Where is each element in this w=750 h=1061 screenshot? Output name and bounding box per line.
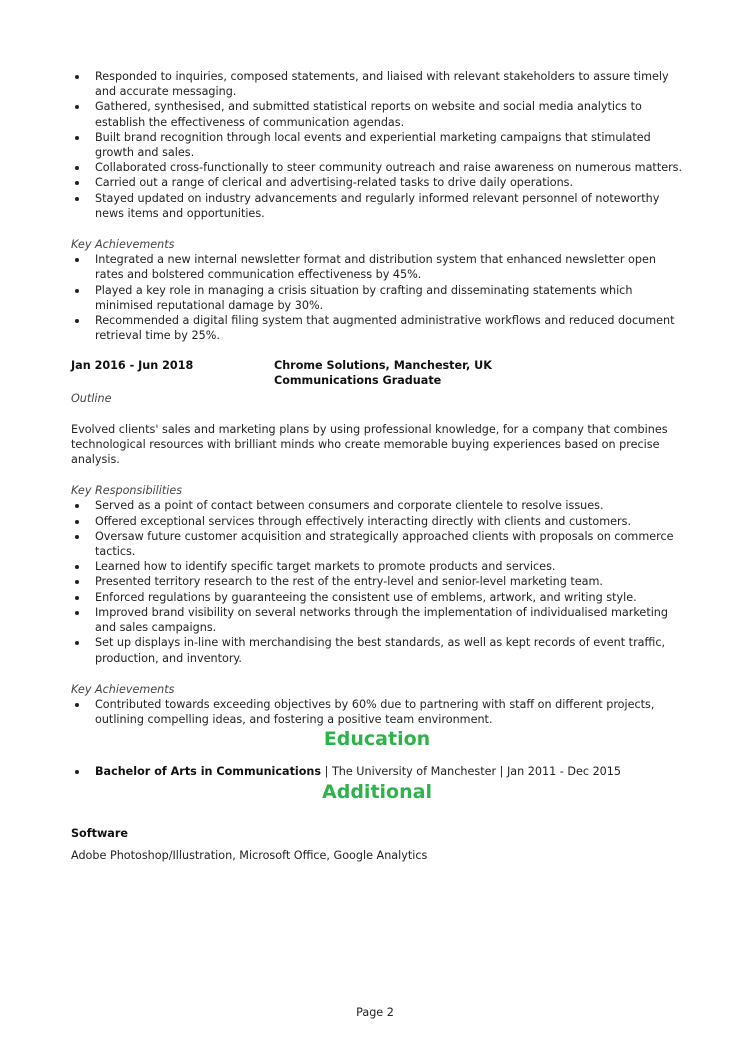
software-list: Adobe Photoshop/Illustration, Microsoft Office, Google Analytics — [71, 848, 428, 862]
job2-achievements-heading: Key Achievements — [71, 682, 175, 696]
list-item: Built brand recognition through local events and experiential marketing campaigns that stimulated growth and sales. — [71, 130, 683, 160]
list-item: Offered exceptional services through effectively interacting directly with clients and customers. — [71, 514, 683, 529]
job2-responsibilities-heading: Key Responsibilities — [71, 484, 183, 498]
education-item — [71, 764, 683, 779]
job2-outline-heading: Outline — [71, 392, 112, 406]
software-heading: Software — [71, 826, 128, 840]
list-item: Oversaw future customer acquisition and strategically approached clients with proposals on commerce tactics. — [71, 529, 683, 559]
list-item: Learned how to identify specific target markets to promote products and services. — [71, 559, 683, 574]
job1-achievements-heading: Key Achievements — [71, 238, 175, 252]
additional-section-title: Additional — [322, 780, 432, 803]
list-item: Enforced regulations by guaranteeing the consistent use of emblems, artwork, and writing style. — [71, 590, 683, 605]
job2-outline-text: Evolved clients' sales and marketing plans by using professional knowledge, for a company that combines technological resources with brilliant minds who create memorable buying experiences based on precise analysis. — [71, 422, 668, 467]
education-list — [71, 764, 683, 779]
list-item: Played a key role in managing a crisis situation by crafting and disseminating statements which minimised reputational damage by 30%. — [71, 283, 683, 313]
education-degree: Bachelor of Arts in Communications — [95, 765, 322, 779]
list-item: Set up displays in-line with merchandising the best standards, as well as kept records of event traffic, production, and inventory. — [71, 635, 683, 665]
list-item: Gathered, synthesised, and submitted statistical reports on website and social media analytics to establish the effectiveness of communication agendas. — [71, 99, 683, 129]
list-item: Presented territory research to the rest of the entry-level and senior-level marketing team. — [71, 574, 683, 589]
job2-dates: Jan 2016 - Jun 2018 — [71, 359, 194, 373]
job2-role: Communications Graduate — [274, 374, 442, 388]
job2-achievements-list — [71, 697, 683, 727]
list-item: Improved brand visibility on several networks through the implementation of individualised marketing and sales campaigns. — [71, 605, 683, 635]
education-section-title: Education — [323, 728, 431, 751]
education-details: | The University of Manchester | Jan 2011 - Dec 2015 — [321, 765, 622, 779]
list-item: Collaborated cross-functionally to steer community outreach and raise awareness on numerous matters. — [71, 160, 683, 175]
page-number: Page 2 — [356, 1006, 394, 1019]
list-item: Integrated a new internal newsletter format and distribution system that enhanced newsletter open rates and bolstered communication effectiveness by 45%. — [71, 252, 683, 282]
list-item: Served as a point of contact between consumers and corporate clientele to resolve issues. — [71, 498, 683, 513]
list-item: Recommended a digital filing system that augmented administrative workflows and reduced document retrieval time by 25%. — [71, 313, 683, 343]
job2-responsibilities-list — [71, 498, 683, 665]
job2-company: Chrome Solutions, Manchester, UK — [274, 359, 492, 373]
list-item: Carried out a range of clerical and advertising-related tasks to drive daily operations. — [71, 175, 683, 190]
job2-header — [71, 358, 683, 388]
job1-responsibilities-list — [71, 69, 683, 221]
list-item: Responded to inquiries, composed statements, and liaised with relevant stakeholders to assure timely and accurate messaging. — [71, 69, 683, 99]
list-item: Contributed towards exceeding objectives by 60% due to partnering with staff on different projects, outlining compelling ideas, and fostering a positive team environment. — [71, 697, 683, 727]
list-item: Stayed updated on industry advancements and regularly informed relevant personnel of noteworthy news items and opportunities. — [71, 191, 683, 221]
job1-achievements-list — [71, 252, 683, 343]
resume-page-2 — [71, 69, 683, 863]
